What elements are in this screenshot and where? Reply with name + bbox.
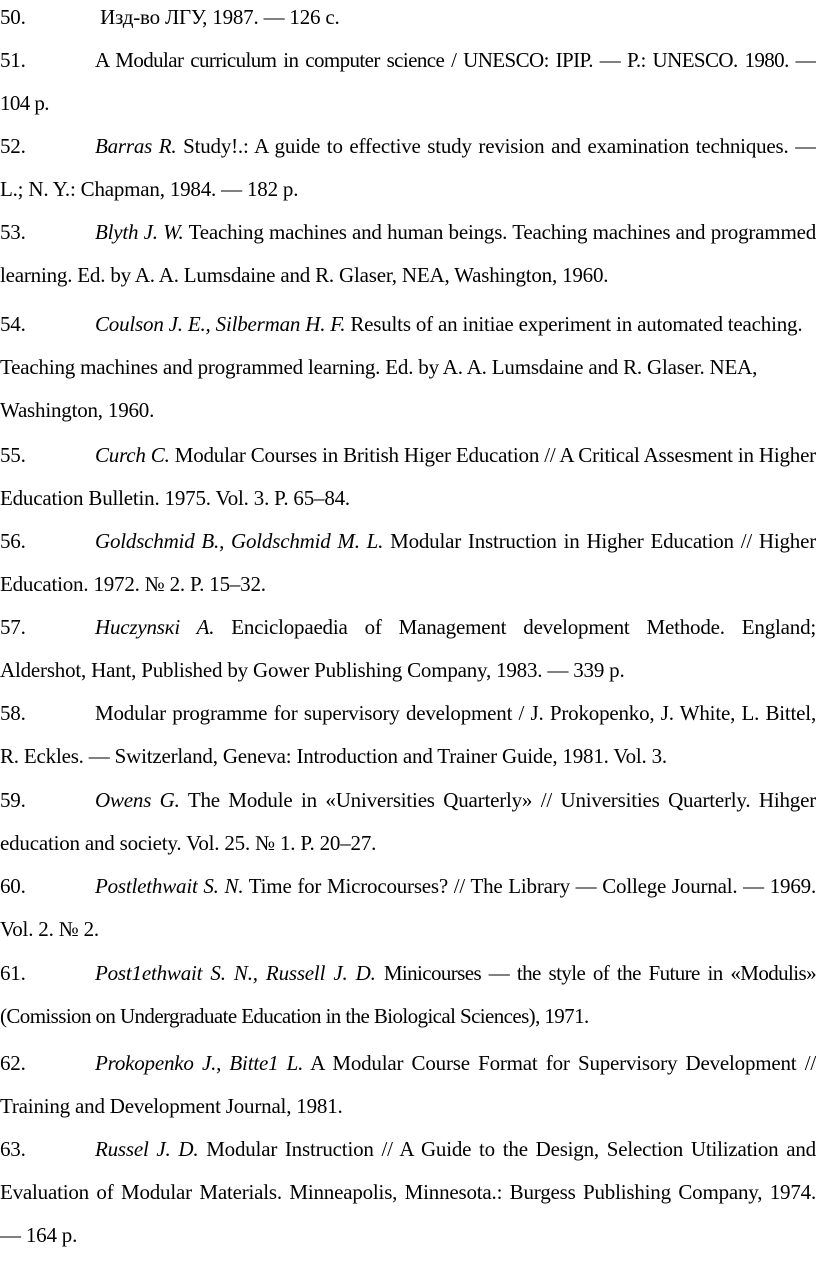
reference-entry [0, 39, 816, 125]
reference-entry [0, 952, 816, 1038]
reference-number: 61. [0, 961, 26, 985]
reference-number: 58. [0, 701, 26, 725]
reference-text: Teaching machines and human beings. Teaching machines and programmed learning. Ed. by A. A. Lumsdaine and R. Glaser, NEA, Washington, 1960. [0, 220, 816, 287]
reference-entry [0, 211, 816, 297]
reference-author: Russel J. D. [95, 1137, 199, 1161]
reference-author: Post1ethwait S. N., Russell J. D. [95, 961, 376, 985]
reference-number: 57. [0, 615, 26, 639]
reference-text: Enciclopaedia of Management development Methode. England; Aldershot, Hant, Published by Gower Publishing Company, 1983. — 339 p. [0, 615, 816, 682]
reference-text: Modular Instruction // A Guide to the Design, Selection Utilization and Evaluation of Modular Materials. Minneapolis, Minnesota.: Burgess Publishing Company, 1974. — 164 p. [0, 1137, 816, 1247]
reference-author: Prokopenko J., Bitte1 L. [95, 1051, 304, 1075]
reference-author: Owens G. [95, 788, 180, 812]
reference-text: Results of an initiae experiment in automated teaching. Teaching machines and programmed learning. Ed. by A. A. Lumsdaine and R. Glaser. NEA, Washington, 1960. [0, 312, 803, 422]
reference-text: Modular Courses in British Higer Education // A Critical Assesment in Higher Education Bulletin. 1975. Vol. 3. P. 65–84. [0, 443, 816, 510]
reference-text: Изд-во ЛГУ, 1987. — 126 с. [100, 5, 340, 29]
reference-text: Modular Instruction in Higher Education // Higher Education. 1972. № 2. P. 15–32. [0, 529, 816, 596]
reference-text: The Module in «Universities Quarterly» // Universities Quarterly. Hihger education and society. Vol. 25. № 1. P. 20–27. [0, 788, 816, 855]
reference-number: 53. [0, 220, 26, 244]
reference-text: Modular programme for supervisory development / J. Prokopenko, J. White, L. Bittel, R. Eckles. — Switzerland, Geneva: Introduction and Trainer Guide, 1981. Vol. 3. [0, 701, 816, 768]
reference-author: Goldschmid B., Goldschmid M. L. [95, 529, 384, 553]
reference-text: Time for Microcourses? // The Library — College Journal. — 1969. Vol. 2. № 2. [0, 874, 816, 941]
reference-number: 50. [0, 5, 26, 29]
reference-entry [0, 520, 816, 606]
reference-text: A Modular curriculum in computer science / UNESCO: IPIP. — P.: UNESCO. 1980. — 104 p. [0, 48, 816, 115]
reference-entry [0, 1042, 816, 1128]
reference-author: Barras R. [95, 134, 177, 158]
reference-entry [0, 692, 816, 778]
reference-number: 56. [0, 529, 26, 553]
reference-text: Minicourses — the style of the Future in «Modulis» (Comission on Undergraduate Education in the Biological Sciences), 1971. [0, 961, 816, 1028]
reference-number: 59. [0, 788, 26, 812]
reference-entry [0, 434, 816, 520]
reference-author: Curch C. [95, 443, 170, 467]
reference-author: Huczynsкi A. [95, 615, 215, 639]
reference-number: 55. [0, 443, 26, 467]
reference-number: 52. [0, 134, 26, 158]
reference-entry [0, 0, 816, 39]
reference-entry [0, 865, 816, 951]
reference-author: Coulson J. E., Silberman H. F. [95, 312, 346, 336]
reference-number: 63. [0, 1137, 26, 1161]
reference-author: Blyth J. W. [95, 220, 184, 244]
reference-number: 51. [0, 48, 26, 72]
reference-entry [0, 779, 816, 865]
reference-author: Postlethwait S. N. [95, 874, 244, 898]
reference-entry [0, 303, 816, 432]
reference-number: 54. [0, 312, 26, 336]
reference-text: A Modular Course Format for Supervisory Development // Training and Development Journal, 1981. [0, 1051, 816, 1118]
reference-number: 62. [0, 1051, 26, 1075]
reference-entry [0, 1128, 816, 1257]
reference-entry [0, 606, 816, 692]
reference-entry [0, 125, 816, 211]
reference-text: Study!.: A guide to effective study revision and examination techniques. — L.; N. Y.: Chapman, 1984. — 182 p. [0, 134, 816, 201]
reference-number: 60. [0, 874, 26, 898]
